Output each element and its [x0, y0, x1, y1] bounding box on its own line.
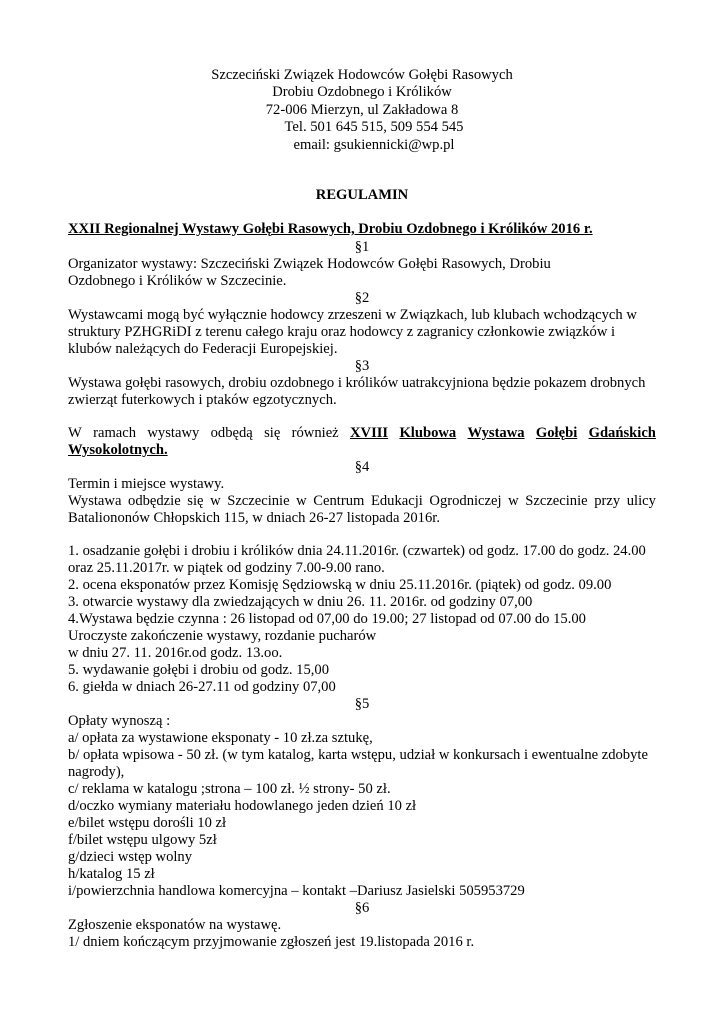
place-word: Szczecinie — [525, 493, 588, 509]
fee-item: h/katalog 15 zł — [68, 866, 155, 882]
also-held-line — [68, 425, 656, 442]
place-word: Wystawa — [68, 493, 122, 509]
section-4-intro: Termin i miejsce wystawy. — [68, 476, 225, 492]
section-1-line: Ozdobnego i Królików w Szczecinie. — [68, 273, 287, 289]
fee-item: a/ opłata za wystawione eksponaty - 10 zł.za sztukę, — [68, 730, 373, 746]
schedule-item: 5. wydawanie gołębi i drobiu od godz. 15,00 — [68, 662, 330, 678]
schedule-item: 3. otwarcie wystawy dla zwiedzających w dniu 26. 11. 2016r. od godziny 07,00 — [68, 594, 533, 610]
place-word: odbędzie — [128, 493, 181, 509]
also-word: również — [291, 425, 339, 441]
fee-item: i/powierzchnia handlowa komercyjna – kontakt –Dariusz Jasielski 505953729 — [68, 883, 525, 899]
also-word: odbędą — [210, 425, 253, 441]
fee-item: e/bilet wstępu dorośli 10 zł — [68, 815, 227, 831]
document-title: REGULAMIN — [315, 187, 409, 203]
section-4-place-line — [68, 493, 656, 510]
schedule-item: 2. ocena eksponatów przez Komisję Sędziowską w dniu 25.11.2016r. (piątek) od godz. 09.00 — [68, 577, 612, 593]
section-2-line: klubów należących do Federacji Europejskiej. — [68, 341, 338, 357]
place-word: ulicy — [626, 493, 656, 509]
section-3-line: Wystawa gołębi rasowych, drobiu ozdobnego i królików uatrakcyjniona będzie pokazem drobnych — [68, 375, 646, 391]
section-5-mark: §5 — [354, 696, 370, 712]
fee-item: b/ opłata wpisowa - 50 zł. (w tym katalog, karta wstępu, udział w konkursach i ewentualne zdobyte — [68, 747, 648, 763]
place-word: Szczecinie — [227, 493, 290, 509]
section-6-mark: §6 — [354, 900, 370, 916]
section-3-mark: §3 — [354, 358, 370, 374]
place-word: w — [508, 493, 519, 509]
place-word: przy — [594, 493, 621, 509]
club-show-word: Wystawa — [467, 425, 525, 441]
club-show-word: Gdańskich — [588, 425, 656, 441]
club-show-word: XVIII — [349, 425, 389, 441]
fee-item: g/dzieci wstęp wolny — [68, 849, 193, 865]
section-2-line: Wystawcami mogą być wyłącznie hodowcy zrzeszeni w Związkach, lub klubach wchodzących w — [68, 307, 637, 323]
schedule-item: 1. osadzanie gołębi i drobiu i królików dnia 24.11.2016r. (czwartek) od godz. 17.00 do godz. 24.00 — [68, 543, 646, 559]
section-3-line: zwierząt futerkowych i ptaków egzotycznych. — [68, 392, 337, 408]
section-6-intro: Zgłoszenie eksponatów na wystawę. — [68, 917, 282, 933]
header-org-line2: Drobiu Ozdobnego i Królików — [272, 84, 452, 100]
section-1-mark: §1 — [354, 239, 370, 255]
header-address: 72-006 Mierzyn, ul Zakładowa 8 — [265, 102, 459, 118]
place-word: Centrum — [313, 493, 365, 509]
header-email: email: gsukiennicki@wp.pl — [293, 137, 455, 153]
fee-item: c/ reklama w katalogu ;strona – 100 zł. ½ strony- 50 zł. — [68, 781, 391, 797]
club-show-name-end: Wysokolotnych. — [68, 442, 168, 458]
also-word: się — [264, 425, 281, 441]
section-4-mark: §4 — [354, 459, 370, 475]
also-word: ramach — [93, 425, 137, 441]
schedule-item: oraz 25.11.2017r. w piątek od godziny 7.00-9.00 rano. — [68, 560, 385, 576]
section-6-line: 1/ dniem kończącym przyjmowanie zgłoszeń jest 19.listopada 2016 r. — [68, 934, 475, 950]
fee-item: nagrody), — [68, 764, 125, 780]
place-word: w — [210, 493, 221, 509]
header-phone: Tel. 501 645 515, 509 554 545 — [284, 119, 464, 135]
schedule-item: 6. giełda w dniach 26-27.11 od godziny 07,00 — [68, 679, 336, 695]
club-show-word: Klubowa — [399, 425, 457, 441]
section-1-line: Organizator wystawy: Szczeciński Związek Hodowców Gołębi Rasowych, Drobiu — [68, 256, 551, 272]
section-2-line: struktury PZHGRiDI z terenu całego kraju oraz hodowcy z zagranicy członkowie związków i — [68, 324, 616, 340]
section-5-intro: Opłaty wynoszą : — [68, 713, 171, 729]
fee-item: f/bilet wstępu ulgowy 5zł — [68, 832, 217, 848]
club-show-word: Gołębi — [535, 425, 578, 441]
document-subtitle: XXII Regionalnej Wystawy Gołębi Rasowych, Drobiu Ozdobnego i Królików 2016 r. — [68, 221, 593, 237]
schedule-item: 4.Wystawa będzie czynna : 26 listopad od 07,00 do 19.00; 27 listopad od 07.00 do 15.00 — [68, 611, 586, 627]
header-org-line1: Szczeciński Związek Hodowców Gołębi Rasowych — [211, 67, 513, 83]
schedule-item: w dniu 27. 11. 2016r.od godz. 13.oo. — [68, 645, 283, 661]
fee-item: d/oczko wymiany materiału hodowlanego jeden dzień 10 zł — [68, 798, 417, 814]
place-word: Edukacji — [370, 493, 423, 509]
place-word: w — [296, 493, 307, 509]
place-word: się — [187, 493, 204, 509]
also-word: W — [68, 425, 82, 441]
section-2-mark: §2 — [354, 290, 370, 306]
also-word: wystawy — [147, 425, 200, 441]
place-word: Ogrodniczej — [429, 493, 502, 509]
section-4-place-line2: Bataliononów Chłopskich 115, w dniach 26-27 listopada 2016r. — [68, 510, 440, 526]
schedule-item: Uroczyste zakończenie wystawy, rozdanie pucharów — [68, 628, 377, 644]
